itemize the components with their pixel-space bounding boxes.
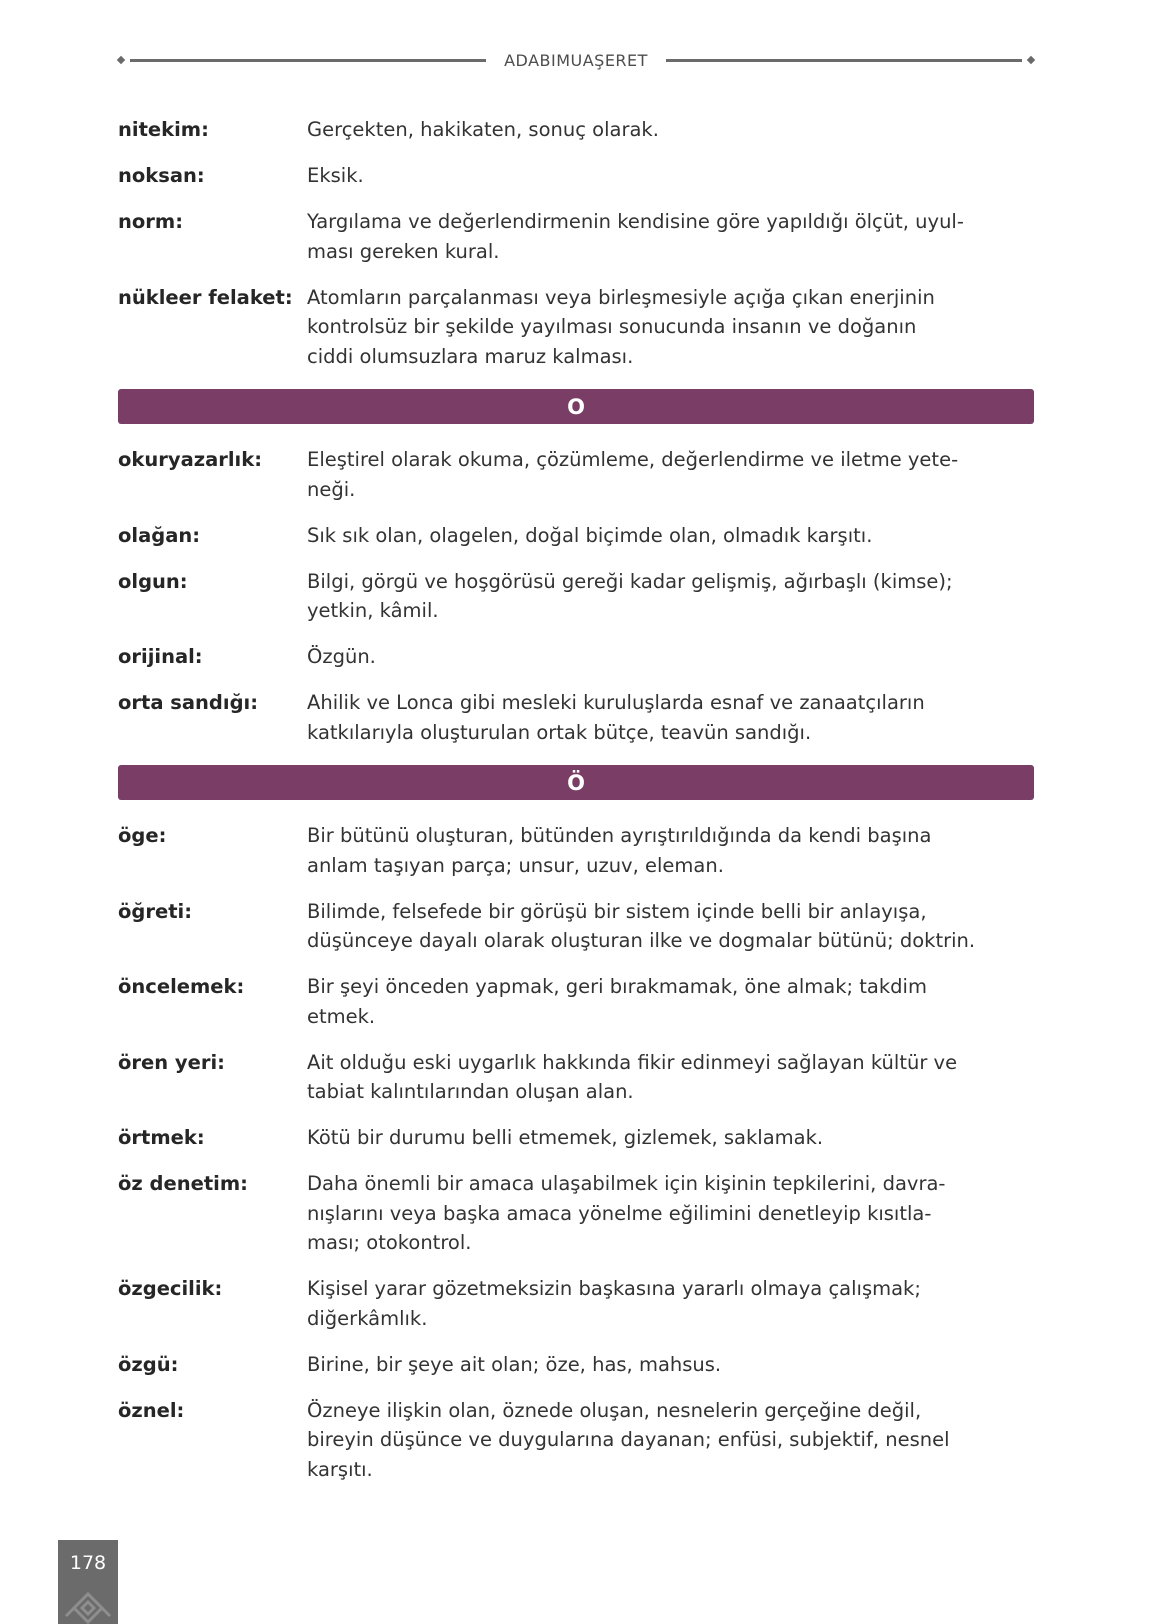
definition-line: Bir bütünü oluşturan, bütünden ayrıştırıldığında da kendi başına xyxy=(307,824,932,847)
definition-line: Özgün. xyxy=(307,645,376,668)
glossary-entry xyxy=(118,521,1034,551)
glossary-content xyxy=(118,115,1034,1501)
glossary-entry xyxy=(118,161,1034,191)
entry-term: özgecilik: xyxy=(118,1277,223,1300)
entry-definition xyxy=(307,1274,1034,1333)
entry-definition xyxy=(307,897,1034,956)
entry-term: örtmek: xyxy=(118,1126,205,1149)
glossary-entry xyxy=(118,283,1034,372)
glossary-entry xyxy=(118,1396,1034,1485)
entry-term: öğreti: xyxy=(118,899,193,923)
page-header xyxy=(118,48,1034,72)
diamond-icon xyxy=(1027,56,1035,64)
definition-line: kontrolsüz bir şekilde yayılması sonucunda insanın ve doğanın xyxy=(307,315,917,338)
definition-line: Birine, bir şeye ait olan; öze, has, mahsus. xyxy=(307,1352,722,1376)
glossary-entry xyxy=(118,1123,1034,1153)
entry-term: öznel: xyxy=(118,1398,185,1422)
entry-definition xyxy=(307,1350,1034,1380)
entry-term: öncelemek: xyxy=(118,975,245,998)
glossary-entry xyxy=(118,115,1034,145)
definition-line: Ahilik ve Lonca gibi mesleki kuruluşlarda esnaf ve zanaatçıların xyxy=(307,691,925,714)
entry-definition xyxy=(307,115,1034,145)
entry-definition xyxy=(307,972,1034,1031)
section-letter-bar: Ö xyxy=(118,765,1034,800)
definition-line: katkılarıyla oluşturulan ortak bütçe, teavün sandığı. xyxy=(307,720,812,744)
definition-line: Özneye ilişkin olan, öznede oluşan, nesnelerin gerçeğine değil, xyxy=(307,1398,922,1422)
entry-definition xyxy=(307,1396,1034,1485)
entry-definition xyxy=(307,1123,1034,1153)
entry-term: öz denetim: xyxy=(118,1172,248,1195)
definition-line: yetkin, kâmil. xyxy=(307,599,439,622)
page-number-tab xyxy=(58,1540,118,1624)
definition-line: Eksik. xyxy=(307,164,364,187)
glossary-entry xyxy=(118,972,1034,1031)
section-letter-bar: O xyxy=(118,389,1034,424)
definition-line: Bilgi, görgü ve hoşgörüsü gereği kadar gelişmiş, ağırbaşlı (kimse); xyxy=(307,569,953,593)
glossary-entry xyxy=(118,897,1034,956)
entry-term: özgü: xyxy=(118,1352,179,1376)
entry-term: nükleer felaket: xyxy=(118,285,293,309)
glossary-entry xyxy=(118,1350,1034,1380)
entry-term: olgun: xyxy=(118,569,188,593)
definition-line: Sık sık olan, olagelen, doğal biçimde olan, olmadık karşıtı. xyxy=(307,523,873,547)
definition-line: karşıtı. xyxy=(307,1457,373,1481)
definition-line: neği. xyxy=(307,477,356,501)
definition-line: Eleştirel olarak okuma, çözümleme, değerlendirme ve iletme yete- xyxy=(307,448,959,471)
entry-definition xyxy=(307,1169,1034,1258)
entry-term: nitekim: xyxy=(118,118,209,141)
entry-definition xyxy=(307,521,1034,551)
definition-line: tabiat kalıntılarından oluşan alan. xyxy=(307,1080,634,1103)
page-number: 178 xyxy=(69,1552,107,1574)
entry-definition xyxy=(307,1048,1034,1107)
entry-definition xyxy=(307,688,1034,747)
definition-line: Bir şeyi önceden yapmak, geri bırakmamak, öne almak; takdim xyxy=(307,975,927,998)
entry-term: okuryazarlık: xyxy=(118,448,262,471)
entry-definition xyxy=(307,161,1034,191)
running-title: ADABIMUAŞERET xyxy=(504,50,648,70)
definition-line: nışlarını veya başka amaca yönelme eğilimini denetleyip kısıtla- xyxy=(307,1201,932,1225)
header-rule-right xyxy=(666,59,1022,62)
glossary-entry xyxy=(118,642,1034,672)
entry-definition xyxy=(307,642,1034,672)
glossary-entry xyxy=(118,688,1034,747)
entry-definition xyxy=(307,283,1034,372)
entry-term: öge: xyxy=(118,824,167,847)
definition-line: Yargılama ve değerlendirmenin kendisine göre yapıldığı ölçüt, uyul- xyxy=(307,210,964,233)
definition-line: bireyin düşünce ve duygularına dayanan; enfüsi, subjektif, nesnel xyxy=(307,1428,950,1451)
glossary-entry xyxy=(118,1048,1034,1107)
definition-line: ciddi olumsuzlara maruz kalması. xyxy=(307,344,634,368)
entry-definition xyxy=(307,207,1034,266)
definition-line: düşünceye dayalı olarak oluşturan ilke ve dogmalar bütünü; doktrin. xyxy=(307,929,976,952)
definition-line: Kişisel yarar gözetmeksizin başkasına yararlı olmaya çalışmak; xyxy=(307,1277,921,1300)
entry-term: orta sandığı: xyxy=(118,691,259,714)
glossary-entry xyxy=(118,567,1034,626)
entry-term: noksan: xyxy=(118,164,205,187)
diamond-icon xyxy=(117,56,125,64)
glossary-entry xyxy=(118,1274,1034,1333)
entry-definition xyxy=(307,445,1034,504)
glossary-entry xyxy=(118,821,1034,880)
knot-pattern-icon xyxy=(62,1588,114,1624)
definition-line: diğerkâmlık. xyxy=(307,1306,428,1330)
definition-line: Daha önemli bir amaca ulaşabilmek için kişinin tepkilerini, davra- xyxy=(307,1172,946,1195)
definition-line: etmek. xyxy=(307,1004,376,1028)
definition-line: Atomların parçalanması veya birleşmesiyle açığa çıkan enerjinin xyxy=(307,285,935,309)
definition-line: Ait olduğu eski uygarlık hakkında fikir edinmeyi sağlayan kültür ve xyxy=(307,1050,958,1074)
definition-line: ması gereken kural. xyxy=(307,239,500,263)
entry-definition xyxy=(307,567,1034,626)
entry-term: ören yeri: xyxy=(118,1050,225,1074)
entry-term: orijinal: xyxy=(118,645,203,668)
glossary-entry xyxy=(118,445,1034,504)
definition-line: ması; otokontrol. xyxy=(307,1231,472,1254)
glossary-entry xyxy=(118,1169,1034,1258)
glossary-entry xyxy=(118,207,1034,266)
entry-term: norm: xyxy=(118,210,184,233)
entry-term: olağan: xyxy=(118,523,201,547)
header-rule-left xyxy=(130,59,486,62)
definition-line: anlam taşıyan parça; unsur, uzuv, eleman. xyxy=(307,853,724,877)
entry-definition xyxy=(307,821,1034,880)
definition-line: Bilimde, felsefede bir görüşü bir sistem içinde belli bir anlayışa, xyxy=(307,899,927,923)
definition-line: Gerçekten, hakikaten, sonuç olarak. xyxy=(307,118,659,141)
definition-line: Kötü bir durumu belli etmemek, gizlemek, saklamak. xyxy=(307,1126,824,1149)
